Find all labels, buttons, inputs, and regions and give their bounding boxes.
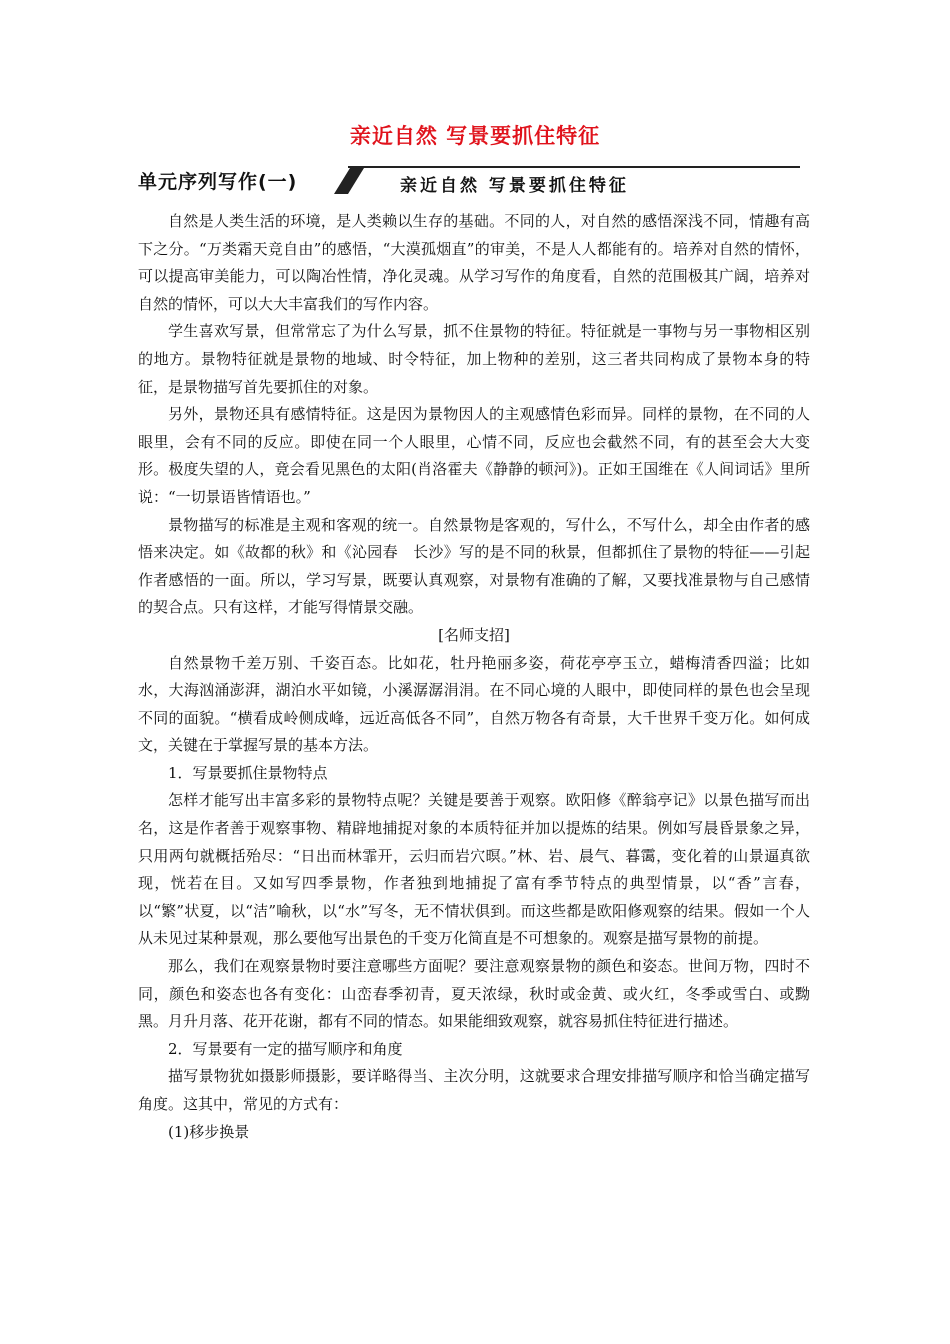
article-body xyxy=(138,208,810,1146)
banner-slash-icon xyxy=(334,168,364,194)
paragraph: 景物描写的标准是主观和客观的统一。自然景物是客观的，写什么，不写什么，却全由作者的感悟来决定。如《故都的秋》和《沁园春 长沙》写的是不同的秋景，但都抓住了景物的特征——引起作者感悟的一面。所以，学习写景，既要认真观察，对景物有准确的了解，又要找准景物与自己感情的契合点。只有这样，才能写得情景交融。 xyxy=(138,515,810,617)
paragraph: 那么，我们在观察景物时要注意哪些方面呢？要注意观察景物的颜色和姿态。世间万物，四时不同，颜色和姿态也各有变化：山峦春季初青，夏天浓绿，秋时或金黄、或火红，冬季或雪白、或黝黑。月升月落、花开花谢，都有不同的情态。如果能细致观察，就容易抓住特征进行描述。 xyxy=(138,957,810,1031)
banner-unit-label: 单元序列写作(一) xyxy=(138,171,298,193)
subheading: 2．写景要有一定的描写顺序和角度 xyxy=(168,1039,403,1058)
paragraph: 描写景物犹如摄影师摄影，要详略得当、主次分明，这就要求合理安排描写顺序和恰当确定描写角度。这其中，常见的方式有： xyxy=(138,1067,810,1113)
subheading: 1．写景要抓住景物特点 xyxy=(168,763,328,782)
paragraph: 另外，景物还具有感情特征。这是因为景物因人的主观感情色彩而异。同样的景物，在不同的人眼里，会有不同的反应。即使在同一个人眼里，心情不同，反应也会截然不同，有的甚至会大大变形。极度失望的人，竟会看见黑色的太阳(肖洛霍夫《静静的顿河》)。正如王国维在《人间词话》里所说：“一切景语皆情语也。” xyxy=(138,405,810,506)
page-title: 亲近自然 写景要抓住特征 xyxy=(349,124,601,148)
paragraph: 自然是人类生活的环境，是人类赖以生存的基础。不同的人，对自然的感悟深浅不同，情趣有高下之分。“万类霜天竞自由”的感悟，“大漠孤烟直”的审美，不是人人都能有的。培养对自然的情怀，可以提高审美能力，可以陶冶性情，净化灵魂。从学习写作的角度看，自然的范围极其广阔，培养对自然的情怀，可以大大丰富我们的写作内容。 xyxy=(138,212,810,313)
banner-rule xyxy=(348,166,800,168)
paragraph: 自然景物千差万别、千姿百态。比如花，牡丹艳丽多姿，荷花亭亭玉立，蜡梅清香四溢；比如水，大海汹涌澎湃，湖泊水平如镜，小溪潺潺涓涓。在不同心境的人眼中，即使同样的景色也会呈现不同的面貌。“横看成岭侧成峰，远近高低各不同”，自然万物各有奇景，大千世界千变万化。如何成文，关键在于掌握写景的基本方法。 xyxy=(138,653,810,755)
banner-subtitle: 亲近自然 写景要抓住特征 xyxy=(400,176,629,196)
paragraph: 怎样才能写出丰富多彩的景物特点呢？关键是要善于观察。欧阳修《醉翁亭记》以景色描写而出名，这是作者善于观察事物、精辟地捕捉对象的本质特征并加以提炼的结果。例如写晨昏景象之异，只用两句就概括殆尽：“日出而林霏开，云归而岩穴暝。”林、岩、晨气、暮霭，变化着的山景逼真欲现，恍若在目。又如写四季景物，作者独到地捕捉了富有季节特点的典型情景，以“香”言春，以“繁”状夏，以“洁”喻秋，以“水”写冬，无不情状俱到。而这些都是欧阳修观察的结果。假如一个人从未见过某种景观，那么要他写出景色的千变万化简直是不可想象的。观察是描写景物的前提。 xyxy=(138,791,810,948)
paragraph: 学生喜欢写景，但常常忘了为什么写景，抓不住景物的特征。特征就是一事物与另一事物相区别的地方。景物特征就是景物的地域、时令特征，加上物种的差别，这三者共同构成了景物本身的特征，是景物描写首先要抓住的对象。 xyxy=(138,322,810,396)
section-heading: [名师支招] xyxy=(438,625,510,644)
subheading: (1)移步换景 xyxy=(168,1122,250,1141)
unit-banner xyxy=(138,166,800,196)
